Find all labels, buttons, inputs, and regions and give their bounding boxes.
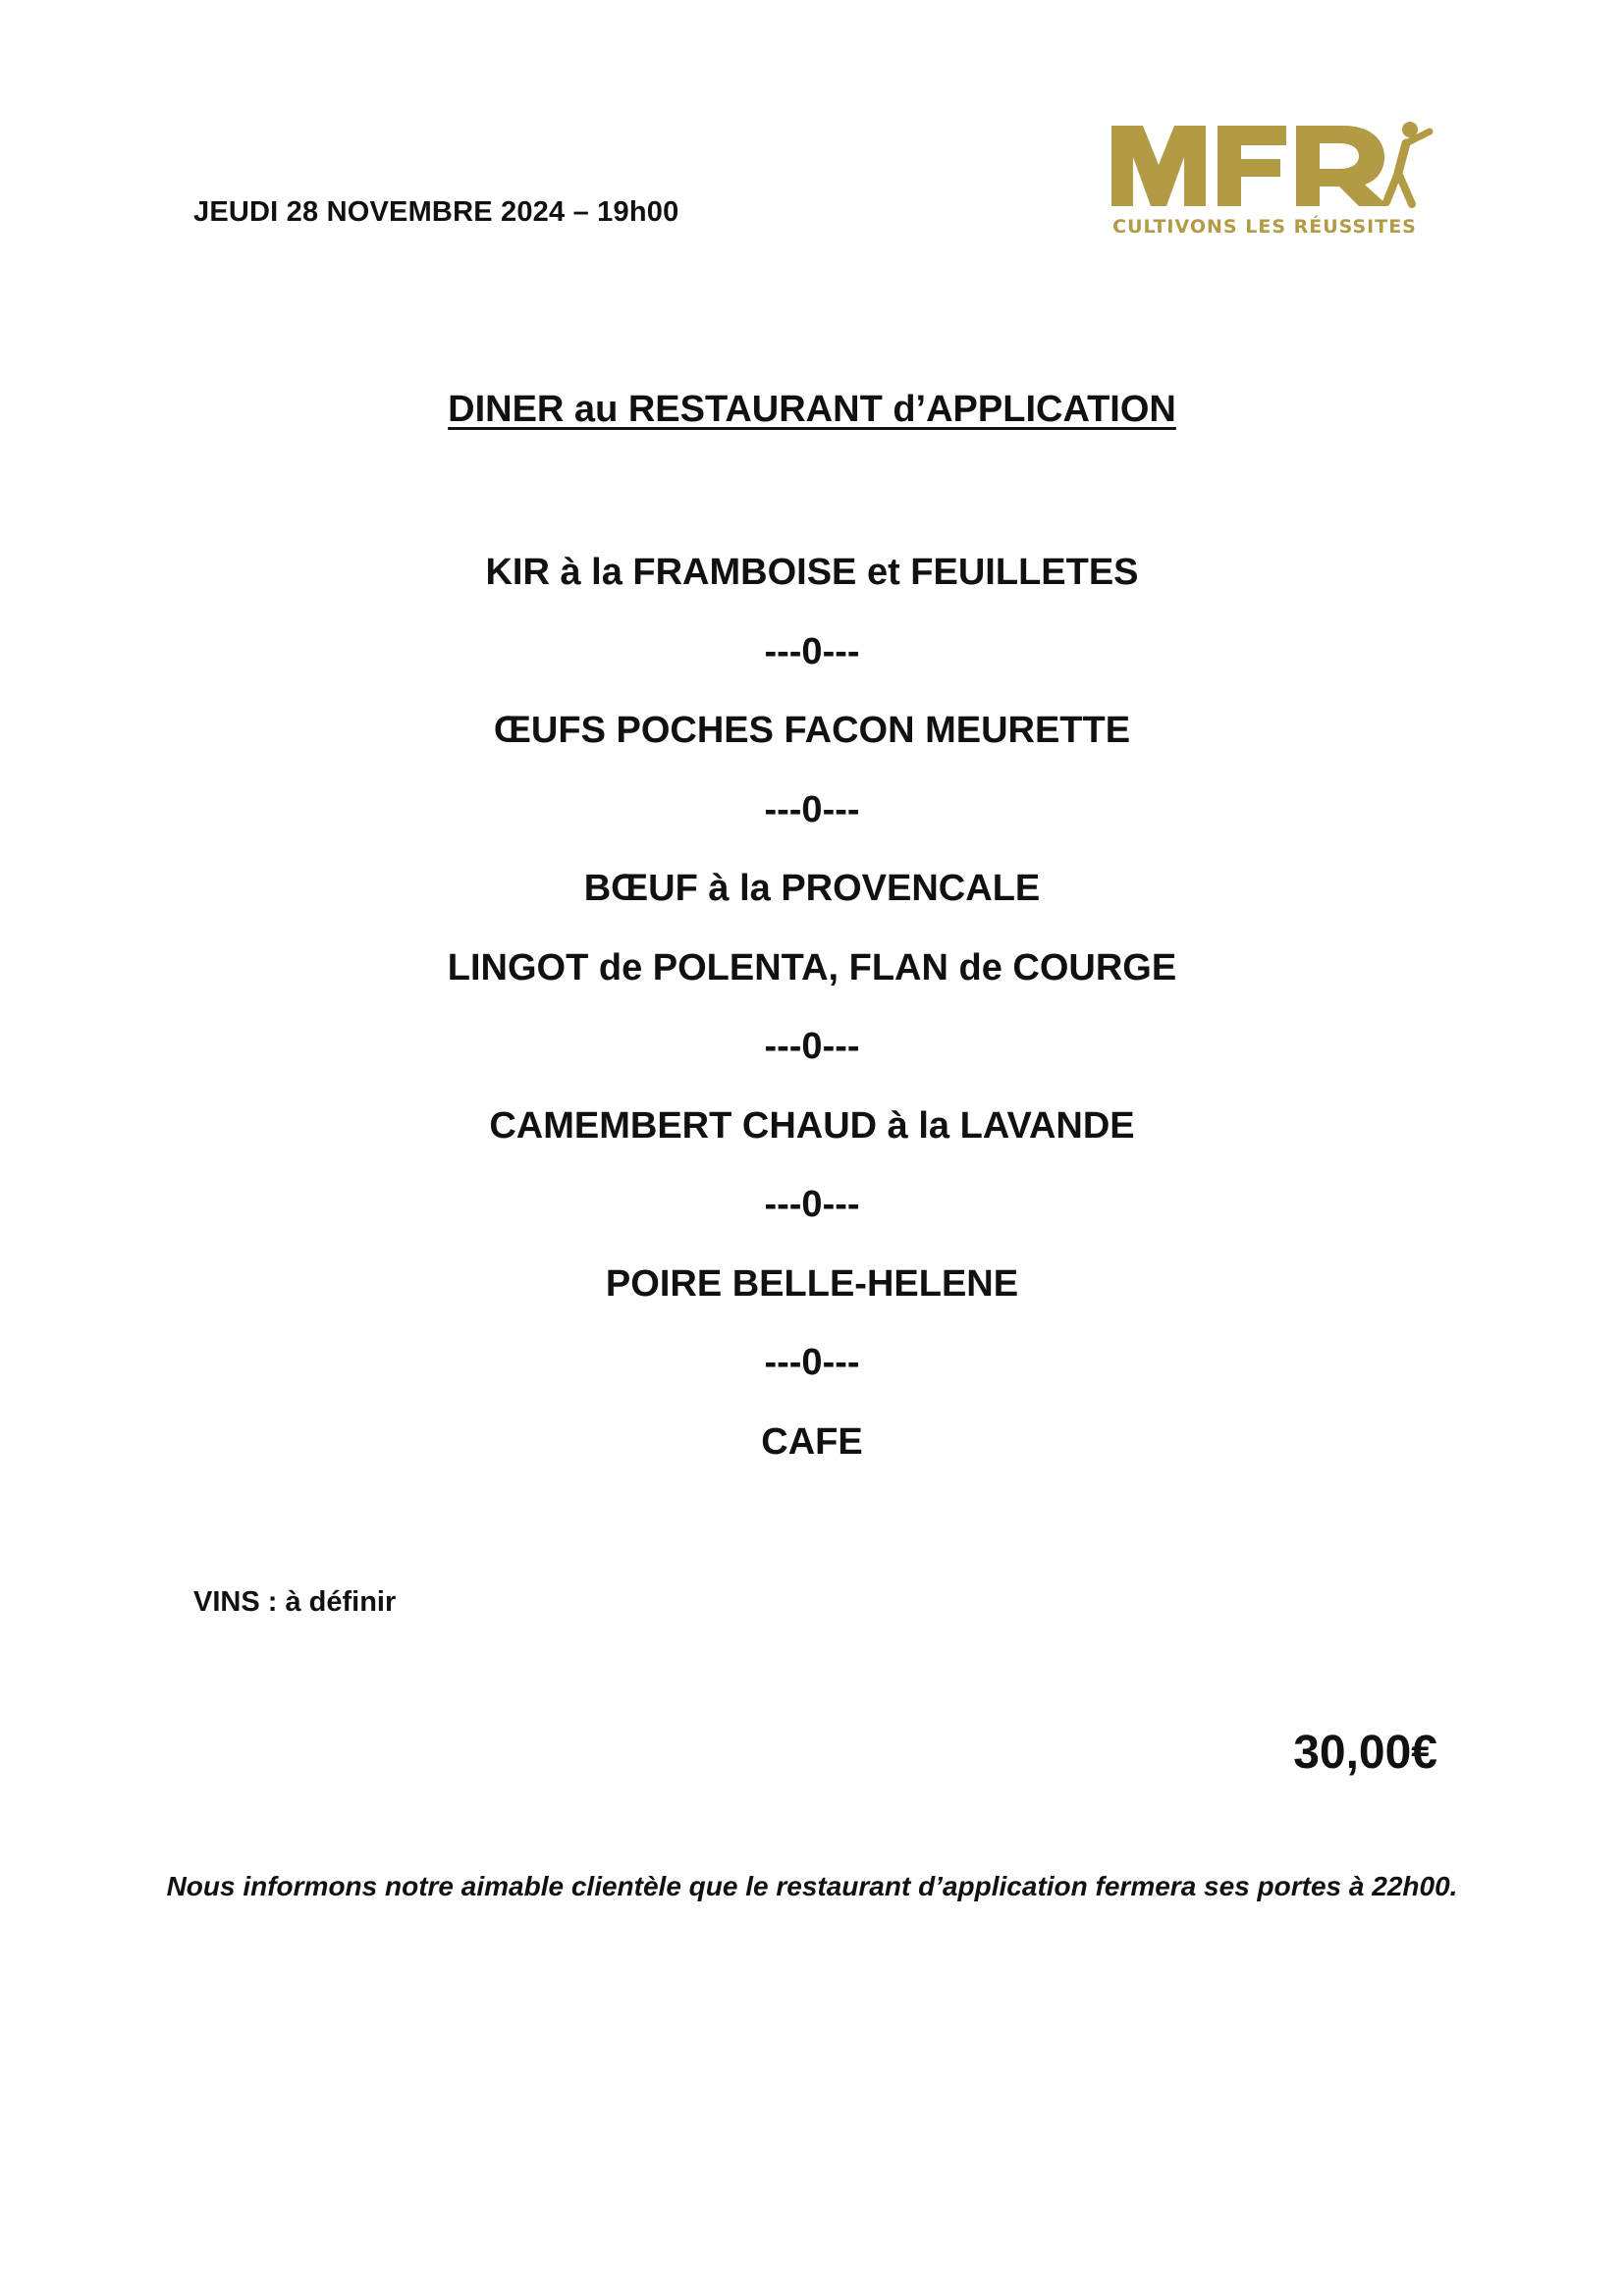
menu-item: CAFE [761,1420,863,1463]
menu-item: KIR à la FRAMBOISE et FEUILLETES [485,552,1139,593]
closing-notice: Nous informons notre aimable clientèle que le restaurant d’application fermera ses portes à 22h00. [166,1871,1458,1901]
mfr-logo-mark [1086,114,1443,212]
menu-item: CAMEMBERT CHAUD à la LAVANDE [489,1104,1135,1147]
menu-price: 30,00€ [1293,1727,1437,1779]
menu-separator: ---0--- [764,1184,860,1225]
menu-list [0,545,1624,1493]
logo-tagline: CULTIVONS LES RÉUSSITES [1112,216,1417,238]
menu-separator: ---0--- [764,1026,860,1067]
menu-separator: ---0--- [764,788,860,830]
menu-item: BŒUF à la PROVENCALE [583,868,1041,909]
menu-separator: ---0--- [764,630,860,672]
menu-separator: ---0--- [764,1342,860,1383]
menu-item: LINGOT de POLENTA, FLAN de COURGE [447,946,1177,988]
wines-note: VINS : à définir [193,1586,397,1618]
menu-item: POIRE BELLE-HELENE [605,1262,1019,1305]
person-reaching-icon [1386,122,1430,204]
mfr-logo [1086,114,1443,245]
event-date: JEUDI 28 NOVEMBRE 2024 – 19h00 [193,196,679,228]
menu-item: ŒUFS POCHES FACON MEURETTE [493,710,1131,751]
page-title: DINER au RESTAURANT d’APPLICATION [448,389,1176,430]
